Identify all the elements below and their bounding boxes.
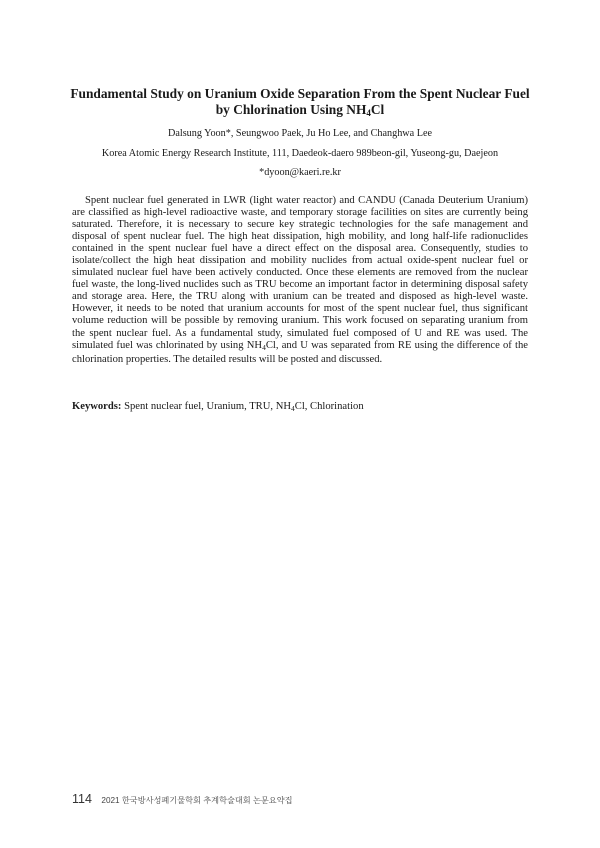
page-footer — [72, 790, 293, 804]
abstract-text-end: Cl, and U was separated from RE using the difference of the chlorination properties. The detailed results will be posted and discussed. — [72, 339, 529, 365]
keywords-label: Keywords: — [72, 401, 122, 412]
conference-name: 2021 한국방사성폐기물학회 추계학술대회 논문요약집 — [101, 796, 293, 805]
abstract-body — [72, 195, 528, 366]
title-line-2 — [216, 102, 385, 117]
title-subscript: 4 — [366, 108, 371, 118]
affiliation: Korea Atomic Energy Research Institute, 111, Daedeok-daero 989beon-gil, Yuseong-gu, Daejeon — [101, 148, 499, 159]
keywords-subscript: 4 — [291, 404, 295, 413]
paper-title — [60, 86, 540, 121]
page-number: 114 — [72, 792, 92, 806]
keywords-text: Spent nuclear fuel, Uranium, TRU, NH — [121, 401, 291, 412]
abstract-text: Spent nuclear fuel generated in LWR (light water reactor) and CANDU (Canada Deuterium Uranium) are classified as high-level radioactive waste, and temporary storage facilities on sites are currently being saturated. Therefore, it is necessary to secure key strategic technologies for the safe management and disposal of spent nuclear fuel. The high heat dissipation, high mobility, and long half-life radionuclides contained in the spent nuclear fuel have a direct effect on the disposal area. Consequently, studies to isolate/collect the high heat dissipation and mobility nuclides from actual oxide-spent nuclear fuel or simulated nuclear fuel have been actively conducted. Once these elements are removed from the nuclear fuel waste, the long-lived nuclides such as TRU become an important factor in determining disposal safety and storage area. Here, the TRU along with uranium can be treated and disposed as high-level waste. However, it needs to be noted that uranium accounts for most of the spent nuclear fuel, thus significant volume reduction will be possible by removing uranium. This work focused on separating uranium from the spent nuclear fuel. As a fundamental study, simulated fuel composed of U and RE was used. The simulated fuel was chlorinated by using NH — [72, 195, 528, 351]
abstract-subscript: 4 — [262, 342, 266, 352]
keywords-line — [72, 401, 528, 415]
keywords-text-end: Cl, Chlorination — [294, 401, 364, 412]
title-line-1: Fundamental Study on Uranium Oxide Separation From the Spent Nuclear Fuel — [70, 86, 530, 101]
title-line-2-text: by Chlorination Using NH — [215, 102, 367, 117]
author-list: Dalsung Yoon*, Seungwoo Paek, Ju Ho Lee, and Changhwa Lee — [168, 128, 432, 139]
corresponding-email: *dyoon@kaeri.re.kr — [259, 167, 341, 178]
title-line-2-suffix: Cl — [370, 102, 385, 117]
